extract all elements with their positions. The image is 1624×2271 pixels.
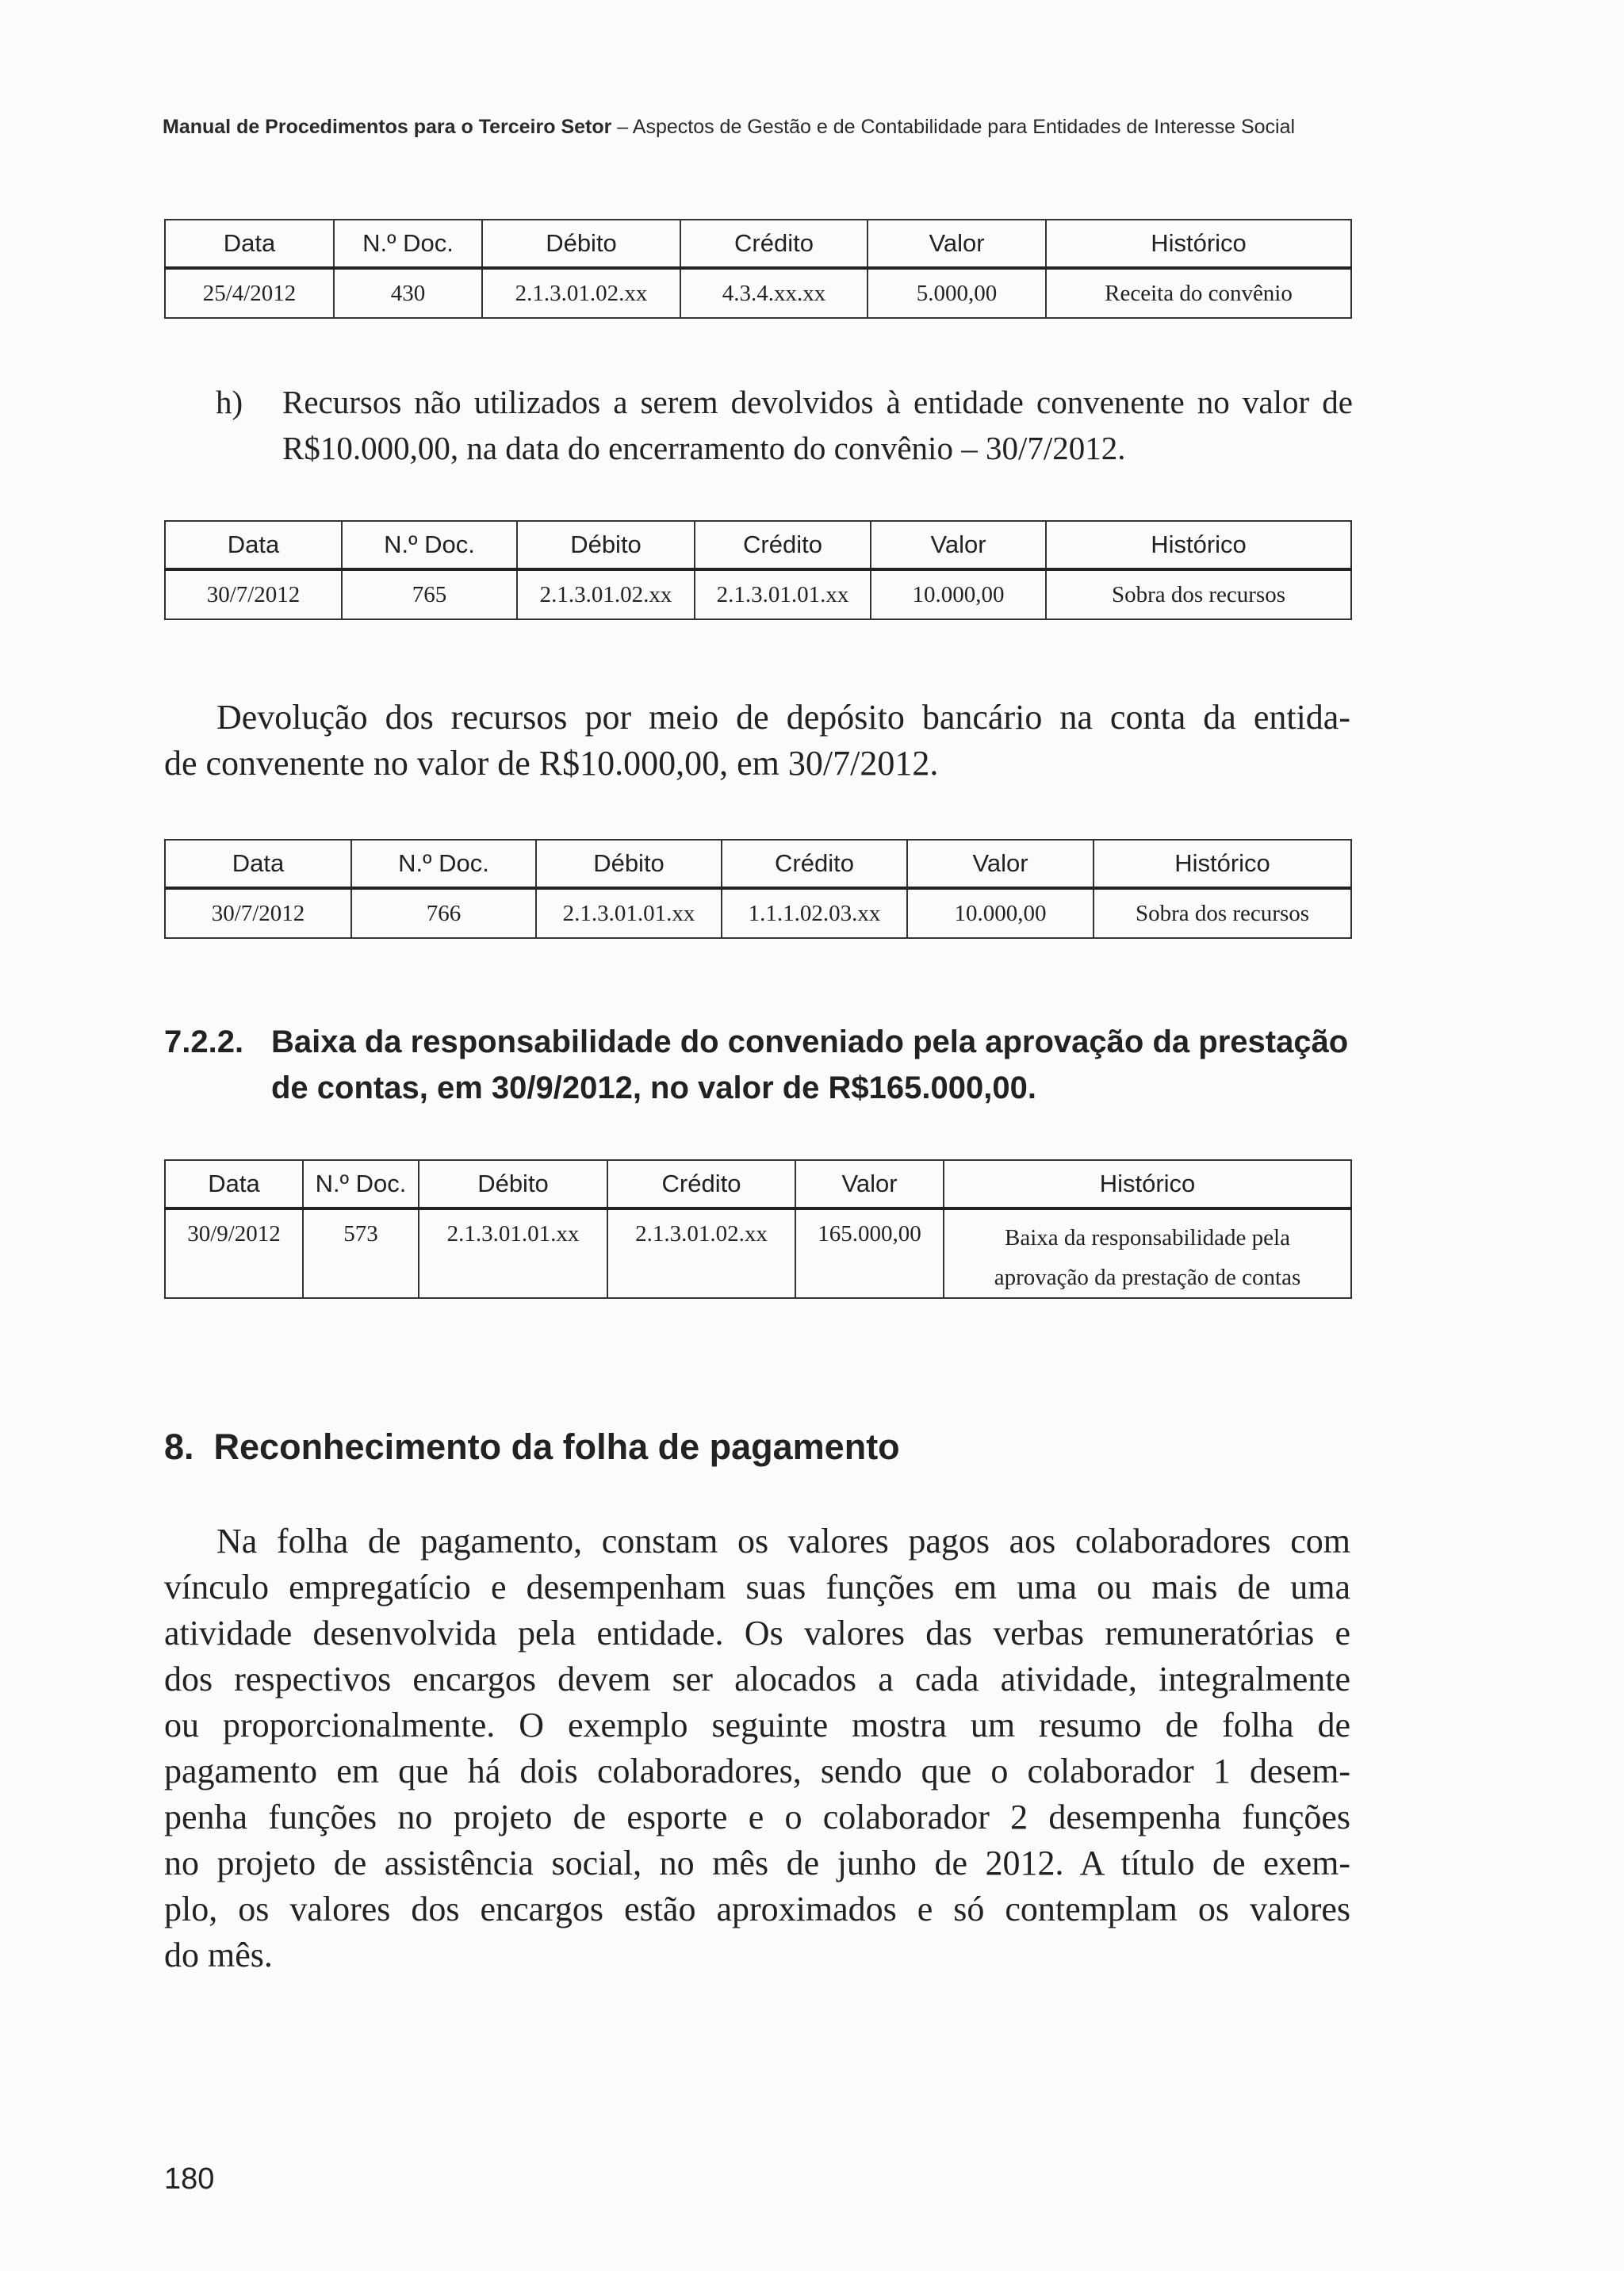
paragraph-line: atividade desenvolvida pela entidade. Os valores das verbas remuneratórias e [164, 1614, 1350, 1653]
cell-doc: 766 [351, 888, 536, 938]
col-header-doc: N.º Doc. [334, 220, 482, 268]
cell-debito: 2.1.3.01.02.xx [482, 268, 680, 318]
paragraph-line: ou proporcionalmente. O exemplo seguinte mostra um resumo de folha de [164, 1706, 1350, 1744]
table-header-row [165, 840, 1351, 888]
cell-doc: 573 [303, 1208, 419, 1298]
paragraph-line: no projeto de assistência social, no mês de junho de 2012. A título de exem- [164, 1844, 1350, 1882]
col-header-historico: Histórico [1094, 840, 1351, 888]
paragraph-line: penha funções no projeto de esporte e o colaborador 2 desempenha funções [164, 1798, 1350, 1836]
list-item-label: h) [216, 384, 243, 420]
table-header-row [165, 1160, 1351, 1208]
col-header-data: Data [165, 1160, 303, 1208]
col-header-data: Data [165, 840, 351, 888]
running-header-title: Manual de Procedimentos para o Terceiro Setor [163, 116, 612, 138]
paragraph-folha [164, 1518, 1350, 1978]
cell-doc: 430 [334, 268, 482, 318]
paragraph-line: Devolução dos recursos por meio de depósito bancário na conta da entida- [216, 698, 1350, 737]
col-header-doc: N.º Doc. [351, 840, 536, 888]
col-header-debito: Débito [419, 1160, 607, 1208]
cell-debito: 2.1.3.01.01.xx [536, 888, 722, 938]
cell-valor: 10.000,00 [871, 569, 1046, 619]
cell-data: 30/7/2012 [165, 888, 351, 938]
cell-credito: 1.1.1.02.03.xx [722, 888, 907, 938]
col-header-data: Data [165, 220, 334, 268]
table-header-row [165, 521, 1351, 569]
cell-data: 30/7/2012 [165, 569, 342, 619]
table-row [165, 888, 1351, 938]
cell-valor: 10.000,00 [907, 888, 1094, 938]
cell-historico: Sobra dos recursos [1094, 888, 1351, 938]
ledger-table-4 [164, 1159, 1352, 1299]
ledger-table-3 [164, 839, 1352, 939]
paragraph-line: dos respectivos encargos devem ser alocados a cada atividade, integralmente [164, 1660, 1350, 1698]
cell-doc: 765 [342, 569, 517, 619]
col-header-valor: Valor [907, 840, 1094, 888]
running-header-subtitle: – Aspectos de Gestão e de Contabilidade para Entidades de Interesse Social [611, 116, 1296, 138]
table-row [165, 569, 1351, 619]
col-header-debito: Débito [536, 840, 722, 888]
paragraph-line: Na folha de pagamento, constam os valores pagos aos colaboradores com [216, 1522, 1350, 1561]
paragraph-line: do mês. [164, 1936, 273, 1974]
col-header-doc: N.º Doc. [342, 521, 517, 569]
col-header-historico: Histórico [944, 1160, 1351, 1208]
col-header-debito: Débito [482, 220, 680, 268]
list-item-text [282, 379, 1353, 471]
cell-debito: 2.1.3.01.02.xx [517, 569, 695, 619]
subsection-number: 7.2.2. [164, 1024, 244, 1059]
cell-data: 25/4/2012 [165, 268, 334, 318]
col-header-credito: Crédito [680, 220, 868, 268]
paragraph-line: de convenente no valor de R$10.000,00, em 30/7/2012. [164, 744, 939, 783]
paragraph-line: plo, os valores dos encargos estão aproximados e só contemplam os valores [164, 1890, 1350, 1928]
col-header-valor: Valor [795, 1160, 944, 1208]
cell-historico [944, 1208, 1351, 1298]
table-header-row [165, 220, 1351, 268]
col-header-credito: Crédito [722, 840, 907, 888]
cell-historico-line: Baixa da responsabilidade pela [1005, 1225, 1290, 1250]
cell-credito: 2.1.3.01.02.xx [607, 1208, 795, 1298]
paragraph-line: vínculo empregatício e desempenham suas funções em uma ou mais de uma [164, 1568, 1350, 1607]
col-header-doc: N.º Doc. [303, 1160, 419, 1208]
paragraph-devolucao [164, 695, 1350, 787]
subsection-title [271, 1019, 1365, 1111]
cell-historico: Sobra dos recursos [1046, 569, 1351, 619]
cell-credito: 2.1.3.01.01.xx [695, 569, 871, 619]
cell-valor: 5.000,00 [868, 268, 1046, 318]
table-row [165, 1208, 1351, 1298]
list-item-line: Recursos não utilizados a serem devolvidos à entidade convenente no valor de [282, 384, 1353, 420]
cell-credito: 4.3.4.xx.xx [680, 268, 868, 318]
cell-debito: 2.1.3.01.01.xx [419, 1208, 607, 1298]
col-header-credito: Crédito [607, 1160, 795, 1208]
subsection-line: Baixa da responsabilidade do conveniado pela aprovação da prestação [271, 1024, 1349, 1059]
list-item-line: R$10.000,00, na data do encerramento do convênio – 30/7/2012. [282, 430, 1126, 466]
cell-historico-line: aprovação da prestação de contas [994, 1265, 1301, 1290]
col-header-data: Data [165, 521, 342, 569]
table-row [165, 268, 1351, 318]
col-header-historico: Histórico [1046, 220, 1351, 268]
col-header-valor: Valor [871, 521, 1046, 569]
ledger-table-2 [164, 520, 1352, 620]
col-header-credito: Crédito [695, 521, 871, 569]
col-header-historico: Histórico [1046, 521, 1351, 569]
cell-valor: 165.000,00 [795, 1208, 944, 1298]
paragraph-line: pagamento em que há dois colaboradores, sendo que o colaborador 1 desem- [164, 1752, 1350, 1790]
ledger-table-1 [164, 219, 1352, 319]
section-heading: 8. Reconhecimento da folha de pagamento [164, 1427, 900, 1467]
subsection-line: de contas, em 30/9/2012, no valor de R$165.000,00. [271, 1070, 1036, 1105]
page-number: 180 [164, 2162, 215, 2196]
cell-data: 30/9/2012 [165, 1208, 303, 1298]
running-header [163, 116, 1352, 139]
col-header-valor: Valor [868, 220, 1046, 268]
col-header-debito: Débito [517, 521, 695, 569]
cell-historico: Receita do convênio [1046, 268, 1351, 318]
